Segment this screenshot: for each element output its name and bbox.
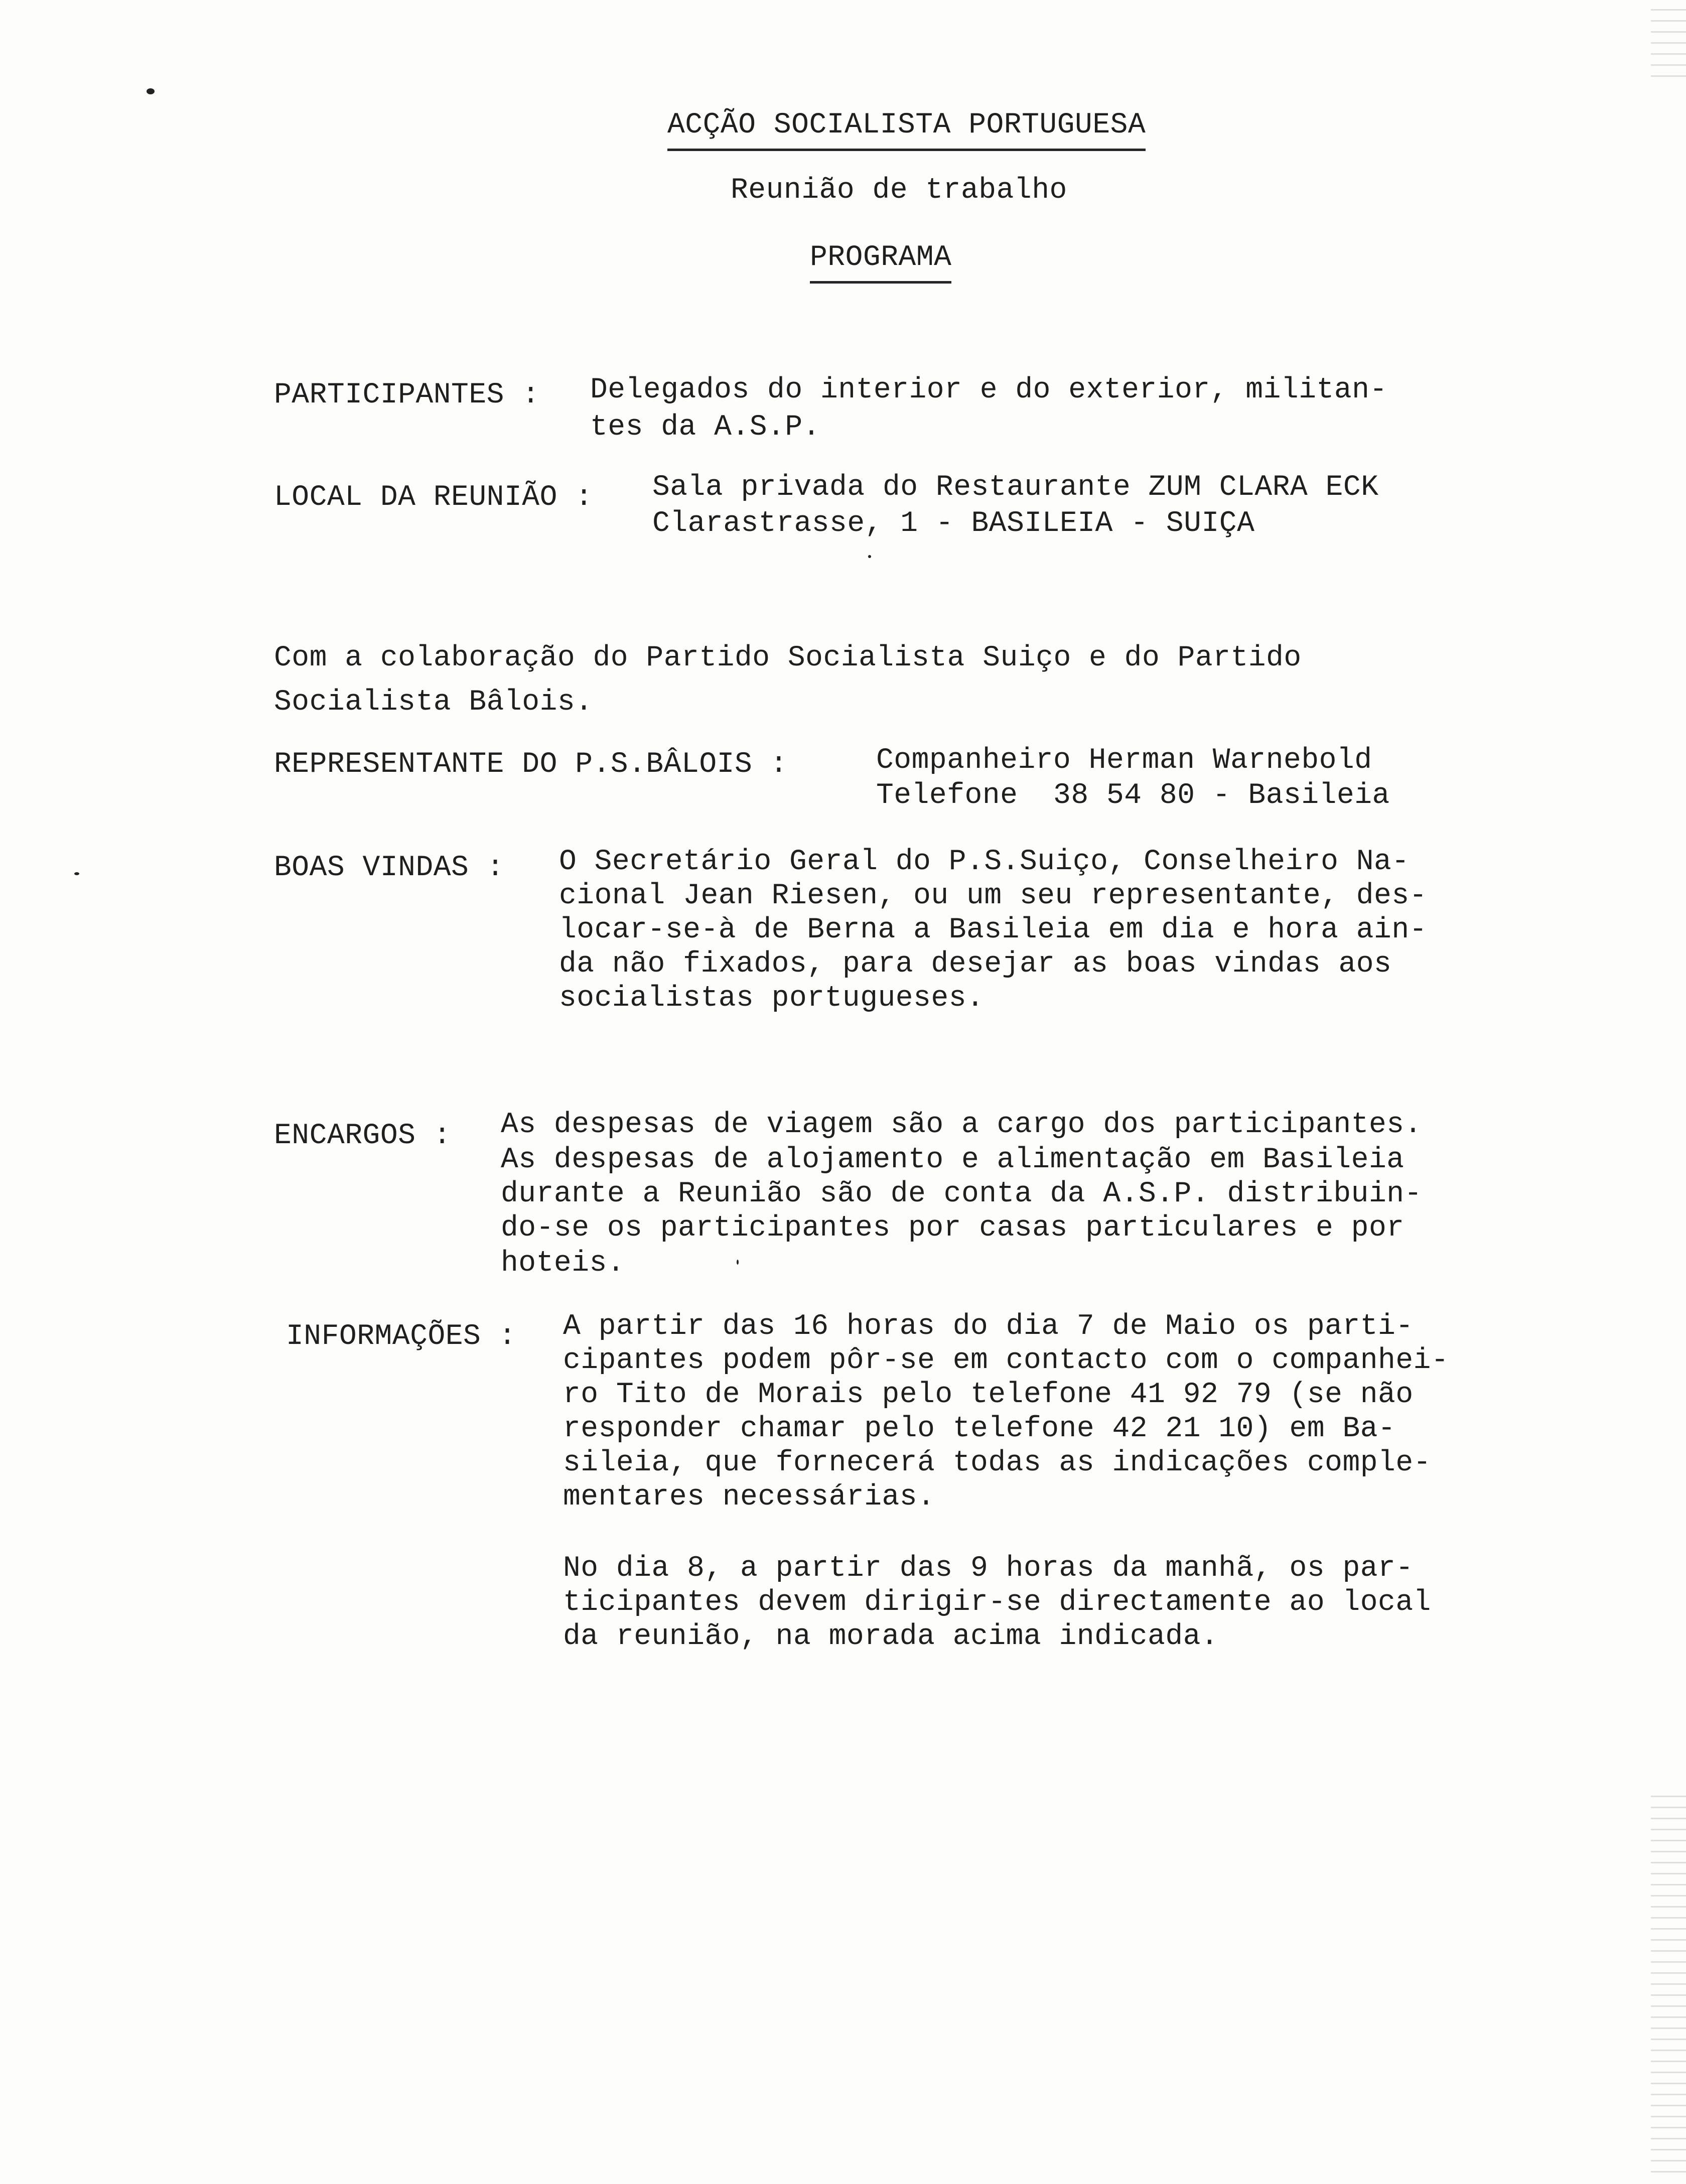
informacoes-line: sileia, que fornecerá todas as indicações comple- <box>563 1447 1431 1479</box>
informacoes-label: INFORMAÇÕES : <box>286 1320 516 1353</box>
encargos-line: do-se os participantes por casas particulares e por <box>501 1212 1404 1245</box>
scan-edge-noise <box>1651 0 1686 85</box>
ink-speck <box>868 555 871 558</box>
informacoes-line: cipantes podem pôr-se em contacto com o companhei- <box>563 1344 1449 1377</box>
colaboracao-line-1: Com a colaboração do Partido Socialista Suiço e do Partido <box>274 642 1302 674</box>
representante-line-1: Companheiro Herman Warnebold <box>876 744 1372 777</box>
boas-vindas-line: O Secretário Geral do P.S.Suiço, Conselheiro Na- <box>559 846 1410 878</box>
participantes-line-1: Delegados do interior e do exterior, militan- <box>590 374 1387 406</box>
informacoes-line: responder chamar pelo telefone 42 21 10) em Ba- <box>563 1413 1396 1445</box>
encargos-line: durante a Reunião são de conta da A.S.P. distribuin- <box>501 1178 1422 1210</box>
ink-speck <box>737 1260 739 1265</box>
ink-speck <box>147 88 155 94</box>
participantes-line-2: tes da A.S.P. <box>590 411 820 444</box>
encargos-line: hoteis. <box>501 1247 625 1280</box>
representante-label: REPRESENTANTE DO P.S.BÂLOIS : <box>274 748 788 781</box>
encargos-line: As despesas de alojamento e alimentação em Basileia <box>501 1144 1404 1176</box>
boas-vindas-label: BOAS VINDAS : <box>274 852 504 884</box>
informacoes-line: ro Tito de Morais pelo telefone 41 92 79 (se não <box>563 1379 1414 1411</box>
boas-vindas-line: cional Jean Riesen, ou um seu representante, des- <box>559 880 1427 912</box>
boas-vindas-line: locar-se-à de Berna a Basileia em dia e hora ain- <box>559 914 1427 946</box>
representante-line-2: Telefone 38 54 80 - Basileia <box>876 779 1390 812</box>
informacoes-line: mentares necessárias. <box>563 1481 935 1514</box>
meeting-subtitle: Reunião de trabalho <box>731 174 1067 207</box>
informacoes-paragraph2-line: ticipantes devem dirigir-se directamente ao local <box>563 1586 1431 1619</box>
boas-vindas-line: da não fixados, para desejar as boas vindas aos <box>559 948 1392 981</box>
program-title: PROGRAMA <box>810 238 951 284</box>
participantes-label: PARTICIPANTES : <box>274 379 540 412</box>
informacoes-line: A partir das 16 horas do dia 7 de Maio os parti- <box>563 1310 1414 1343</box>
colaboracao-line-2: Socialista Bâlois. <box>274 686 593 719</box>
encargos-label: ENCARGOS : <box>274 1120 452 1152</box>
informacoes-paragraph2-line: da reunião, na morada acima indicada. <box>563 1620 1219 1653</box>
encargos-line: As despesas de viagem são a cargo dos participantes. <box>501 1109 1422 1141</box>
ink-speck <box>74 872 79 875</box>
local-line-2: Clarastrasse, 1 - BASILEIA - SUIÇA <box>652 507 1255 540</box>
local-label: LOCAL DA REUNIÃO : <box>274 481 593 514</box>
local-line-1: Sala privada do Restaurante ZUM CLARA ECK <box>652 471 1379 504</box>
boas-vindas-line: socialistas portugueses. <box>559 982 985 1015</box>
scan-edge-noise <box>1651 1787 1686 2178</box>
organization-title: ACÇÃO SOCIALISTA PORTUGUESA <box>667 105 1146 151</box>
informacoes-paragraph2-line: No dia 8, a partir das 9 horas da manhã, os par- <box>563 1552 1414 1585</box>
